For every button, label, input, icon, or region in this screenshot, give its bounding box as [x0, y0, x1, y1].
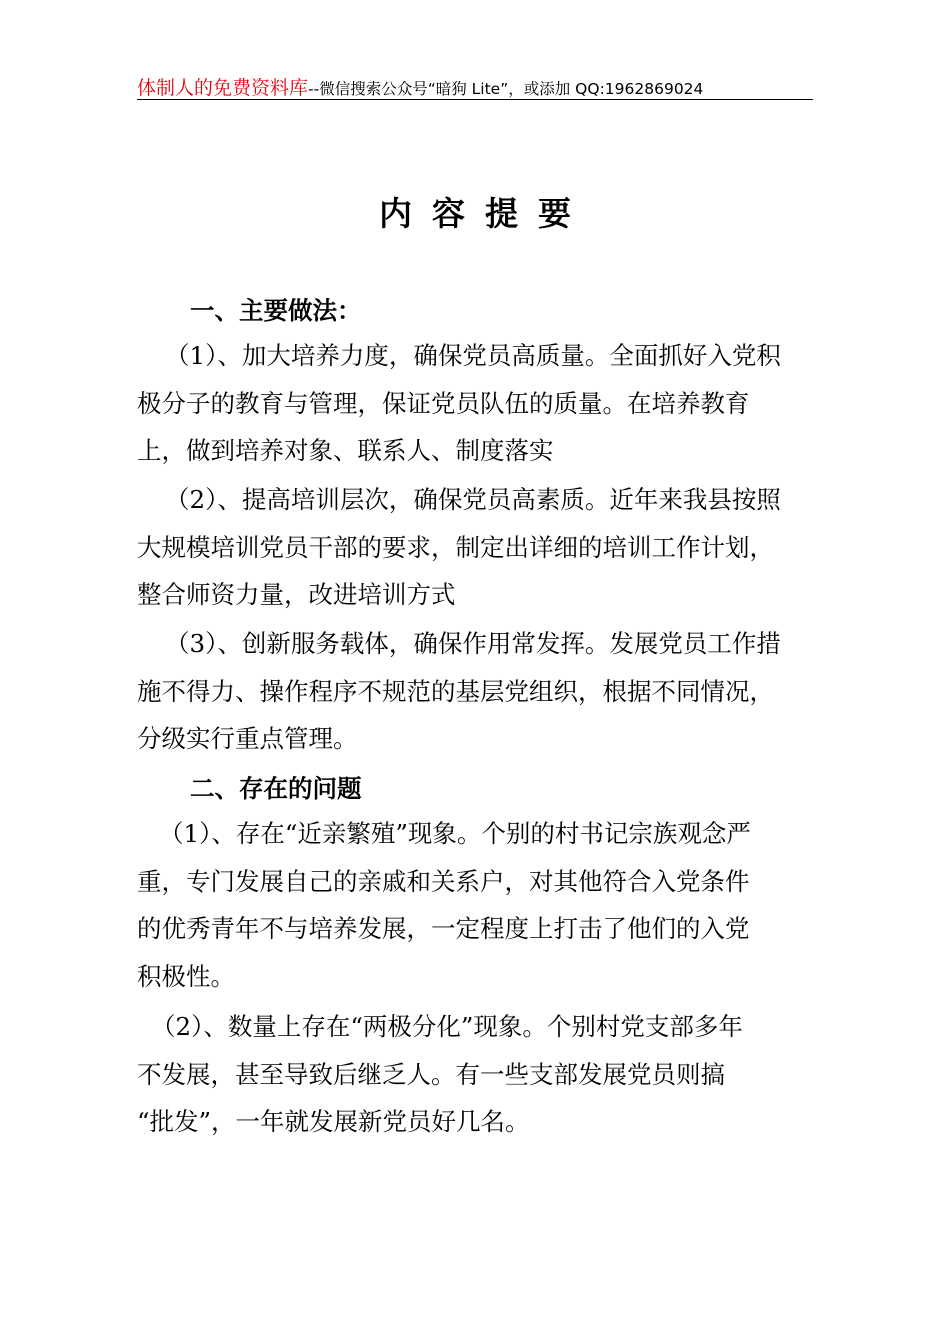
paragraph-practice-3: [137, 620, 817, 763]
paragraph-problem-2: [137, 1003, 817, 1146]
paragraph-line: （3）、创新服务载体，确保作用常发挥。发展党员工作措: [165, 629, 781, 658]
paragraph-line: “批发”，一年就发展新党员好几名。: [137, 1107, 530, 1136]
header-tagline: --微信搜索公众号“暗狗 Lite”，或添加 QQ:1962869024: [308, 80, 704, 98]
paragraph-line: 的优秀青年不与培养发展，一定程度上打击了他们的入党: [137, 914, 750, 943]
paragraph-practice-2: [137, 476, 817, 619]
paragraph-line: 大规模培训党员干部的要求，制定出详细的培训工作计划，: [137, 532, 774, 562]
paragraph-line: （1）、加大培养力度，确保党员高质量。全面抓好入党积: [165, 341, 781, 370]
paragraph-line: 重，专门发展自己的亲戚和关系户，对其他符合入党条件: [137, 866, 750, 896]
page-header: [137, 73, 813, 100]
document-title: 内容提要: [379, 194, 591, 233]
paragraph-line: 极分子的教育与管理，保证党员队伍的质量。在培养教育: [137, 388, 750, 418]
section-heading-main-practices: 一、主要做法：: [190, 296, 362, 325]
section-heading-problems: 二、存在的问题: [190, 774, 362, 803]
paragraph-line: 分级实行重点管理。: [137, 724, 358, 753]
paragraph-line: （2）、提高培训层次，确保党员高素质。近年来我县按照: [165, 485, 781, 514]
paragraph-problem-1: [137, 810, 817, 1000]
paragraph-line: 整合师资力量，改进培训方式: [137, 580, 456, 609]
paragraph-practice-1: [137, 332, 817, 475]
paragraph-line: 上，做到培养对象、联系人、制度落实: [137, 436, 554, 465]
paragraph-line: （1）、存在“近亲繁殖”现象。个别的村书记宗族观念严: [159, 819, 751, 848]
paragraph-line: 积极性。: [137, 961, 235, 991]
header-brand: 体制人的免费资料库: [137, 77, 309, 99]
paragraph-line: 施不得力、操作程序不规范的基层党组织，根据不同情况，: [137, 676, 774, 706]
paragraph-line: 不发展，甚至导致后继乏人。有一些支部发展党员则搞: [137, 1059, 725, 1089]
paragraph-line: （2）、数量上存在“两极分化”现象。个别村党支部多年: [151, 1012, 743, 1041]
